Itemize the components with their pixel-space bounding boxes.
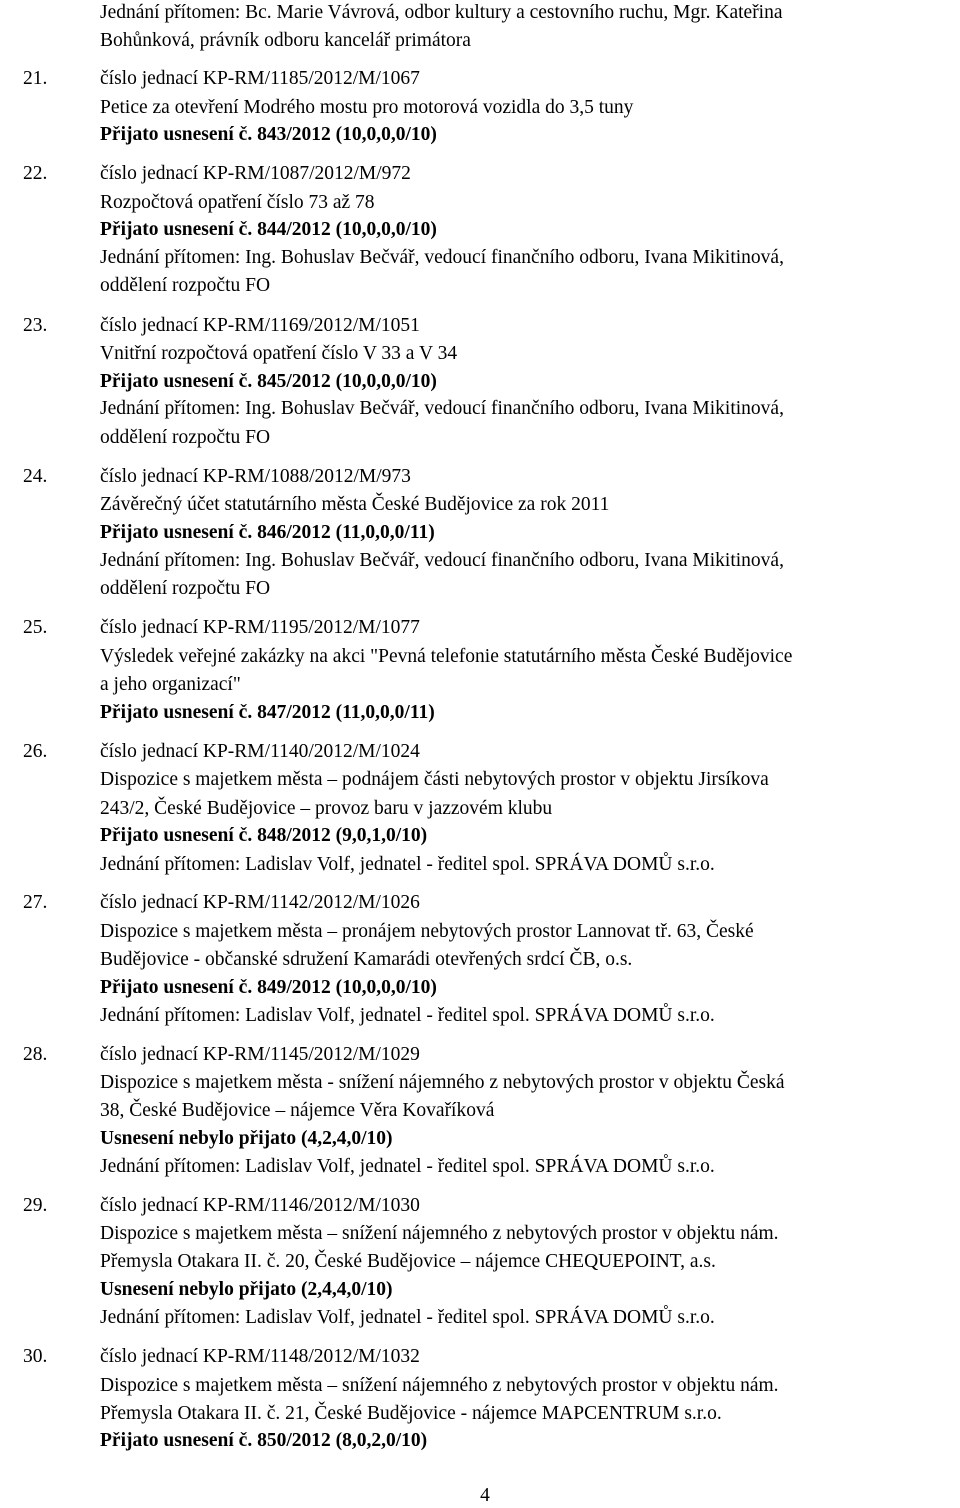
attendance: Jednání přítomen: Ladislav Volf, jednatel - ředitel spol. SPRÁVA DOMŮ s.r.o. xyxy=(100,1156,715,1177)
case-number: číslo jednací KP-RM/1140/2012/M/1024 xyxy=(100,741,420,762)
item-subject: Vnitřní rozpočtová opatření číslo V 33 a V 34 xyxy=(100,343,458,364)
attendance: oddělení rozpočtu FO xyxy=(100,275,271,296)
attendance: Jednání přítomen: Ladislav Volf, jednatel - ředitel spol. SPRÁVA DOMŮ s.r.o. xyxy=(100,1005,715,1026)
resolution: Přijato usnesení č. 846/2012 (11,0,0,0/11) xyxy=(100,522,435,543)
case-number: číslo jednací KP-RM/1145/2012/M/1029 xyxy=(100,1044,420,1065)
case-number: číslo jednací KP-RM/1142/2012/M/1026 xyxy=(100,892,420,913)
attendance: Jednání přítomen: Ladislav Volf, jednatel - ředitel spol. SPRÁVA DOMŮ s.r.o. xyxy=(100,854,715,875)
attendance: oddělení rozpočtu FO xyxy=(100,427,271,448)
item-subject: Rozpočtová opatření číslo 73 až 78 xyxy=(100,192,375,213)
item-subject: Přemysla Otakara II. č. 21, České Budějovice - nájemce MAPCENTRUM s.r.o. xyxy=(100,1403,722,1424)
item-number: 26. xyxy=(23,741,48,762)
attendance: Jednání přítomen: Ing. Bohuslav Bečvář, vedoucí finančního odboru, Ivana Mikitinová, xyxy=(100,398,784,419)
intro-line: Bohůnková, právník odboru kancelář primátora xyxy=(100,30,471,51)
attendance: Jednání přítomen: Ing. Bohuslav Bečvář, vedoucí finančního odboru, Ivana Mikitinová, xyxy=(100,247,784,268)
resolution: Usnesení nebylo přijato (4,2,4,0/10) xyxy=(100,1128,393,1149)
item-number: 30. xyxy=(23,1346,48,1367)
item-number: 27. xyxy=(23,892,48,913)
resolution: Přijato usnesení č. 843/2012 (10,0,0,0/10) xyxy=(100,124,437,145)
item-subject: Dispozice s majetkem města – pronájem nebytových prostor Lannovat tř. 63, České xyxy=(100,921,754,942)
item-subject: 243/2, České Budějovice – provoz baru v jazzovém klubu xyxy=(100,798,553,819)
attendance: Jednání přítomen: Ing. Bohuslav Bečvář, vedoucí finančního odboru, Ivana Mikitinová, xyxy=(100,550,784,571)
resolution: Přijato usnesení č. 849/2012 (10,0,0,0/10) xyxy=(100,977,437,998)
item-number: 29. xyxy=(23,1195,48,1216)
item-subject: 38, České Budějovice – nájemce Věra Kovaříková xyxy=(100,1100,495,1121)
resolution: Přijato usnesení č. 848/2012 (9,0,1,0/10) xyxy=(100,825,428,846)
item-subject: a jeho organizací" xyxy=(100,674,241,695)
case-number: číslo jednací KP-RM/1146/2012/M/1030 xyxy=(100,1195,420,1216)
item-subject: Dispozice s majetkem města – snížení nájemného z nebytových prostor v objektu nám. xyxy=(100,1223,779,1244)
case-number: číslo jednací KP-RM/1087/2012/M/972 xyxy=(100,163,411,184)
intro-line: Jednání přítomen: Bc. Marie Vávrová, odbor kultury a cestovního ruchu, Mgr. Kateřina xyxy=(100,2,783,23)
resolution: Přijato usnesení č. 845/2012 (10,0,0,0/10) xyxy=(100,371,437,392)
item-subject: Přemysla Otakara II. č. 20, České Budějovice – nájemce CHEQUEPOINT, a.s. xyxy=(100,1251,716,1272)
attendance: oddělení rozpočtu FO xyxy=(100,578,271,599)
item-subject: Závěrečný účet statutárního města České Budějovice za rok 2011 xyxy=(100,494,610,515)
item-number: 22. xyxy=(23,163,48,184)
item-number: 23. xyxy=(23,315,48,336)
attendance: Jednání přítomen: Ladislav Volf, jednatel - ředitel spol. SPRÁVA DOMŮ s.r.o. xyxy=(100,1307,715,1328)
item-subject: Dispozice s majetkem města - snížení nájemného z nebytových prostor v objektu Česká xyxy=(100,1072,785,1093)
resolution: Přijato usnesení č. 850/2012 (8,0,2,0/10) xyxy=(100,1430,428,1451)
item-number: 25. xyxy=(23,617,48,638)
case-number: číslo jednací KP-RM/1195/2012/M/1077 xyxy=(100,617,420,638)
item-subject: Dispozice s majetkem města – podnájem části nebytových prostor v objektu Jirsíkova xyxy=(100,769,769,790)
resolution: Přijato usnesení č. 847/2012 (11,0,0,0/11) xyxy=(100,702,435,723)
item-number: 21. xyxy=(23,68,48,89)
item-subject: Budějovice - občanské sdružení Kamarádi otevřených srdcí ČB, o.s. xyxy=(100,949,633,970)
resolution: Usnesení nebylo přijato (2,4,4,0/10) xyxy=(100,1279,393,1300)
item-subject: Dispozice s majetkem města – snížení nájemného z nebytových prostor v objektu nám. xyxy=(100,1375,779,1396)
case-number: číslo jednací KP-RM/1148/2012/M/1032 xyxy=(100,1346,420,1367)
resolution: Přijato usnesení č. 844/2012 (10,0,0,0/10) xyxy=(100,219,437,240)
case-number: číslo jednací KP-RM/1088/2012/M/973 xyxy=(100,466,411,487)
item-subject: Výsledek veřejné zakázky na akci "Pevná telefonie statutárního města České Budějovice xyxy=(100,646,793,667)
item-subject: Petice za otevření Modrého mostu pro motorová vozidla do 3,5 tuny xyxy=(100,97,634,118)
case-number: číslo jednací KP-RM/1169/2012/M/1051 xyxy=(100,315,420,336)
case-number: číslo jednací KP-RM/1185/2012/M/1067 xyxy=(100,68,420,89)
page-number: 4 xyxy=(480,1485,490,1506)
item-number: 24. xyxy=(23,466,48,487)
item-number: 28. xyxy=(23,1044,48,1065)
